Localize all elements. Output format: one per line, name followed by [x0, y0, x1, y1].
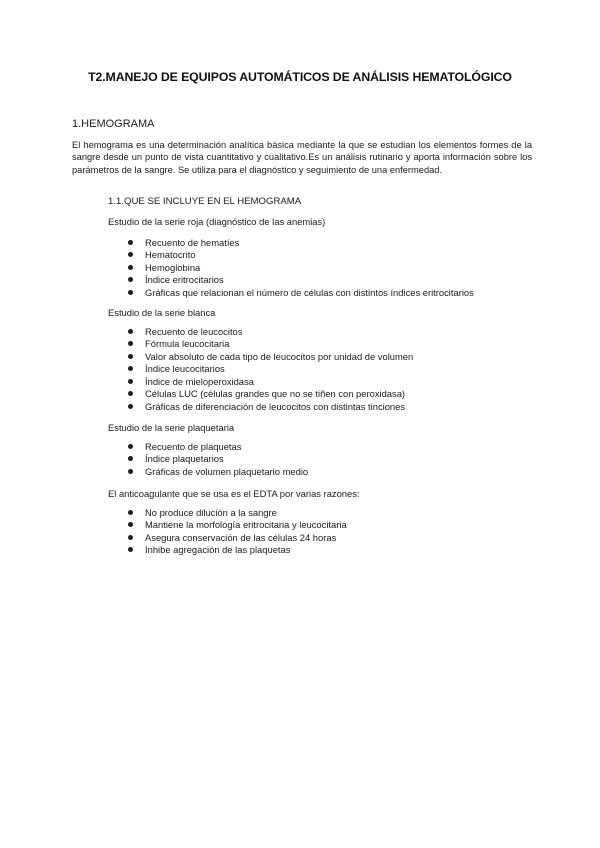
- bullet-icon: [128, 469, 133, 474]
- bullet-icon: [128, 240, 133, 245]
- bullet-icon: [128, 354, 133, 359]
- list-item: Gráficas de diferenciación de leucocitos con distintas tinciones: [128, 401, 413, 413]
- list-item: Recuento de leucocitos: [128, 326, 413, 338]
- document-title: T2.MANEJO DE EQUIPOS AUTOMÁTICOS DE ANÁLISIS HEMATOLÓGICO: [88, 70, 512, 84]
- list-item: Gráficas de volumen plaquetario medio: [128, 466, 308, 478]
- bullet-icon: [128, 366, 133, 371]
- list-item: Valor absoluto de cada tipo de leucocitos por unidad de volumen: [128, 351, 413, 363]
- list-item: Fórmula leucocitaria: [128, 338, 413, 350]
- group-heading-anticoagulante: El anticoagulante que se usa es el EDTA por varias razones:: [108, 488, 360, 499]
- list-item: Mantiene la morfología eritrocitaria y leucocitaria: [128, 519, 347, 531]
- list-item: Recuento de hematíes: [128, 237, 474, 249]
- bullet-icon: [128, 404, 133, 409]
- bullet-icon: [128, 277, 133, 282]
- list-item: Células LUC (células grandes que no se tiñen con peroxidasa): [128, 388, 413, 400]
- bullet-list-anticoagulante: [128, 507, 347, 557]
- bullet-icon: [128, 290, 133, 295]
- list-item: Recuento de plaquetas: [128, 441, 308, 453]
- bullet-icon: [128, 510, 133, 515]
- bullet-icon: [128, 265, 133, 270]
- bullet-icon: [128, 444, 133, 449]
- bullet-list-serie-blanca: [128, 326, 413, 413]
- group-heading-serie-blanca: Estudio de la serie blanca: [108, 307, 216, 318]
- list-item: Gráficas que relacionan el número de células con distintos índices eritrocitarios: [128, 287, 474, 299]
- bullet-icon: [128, 252, 133, 257]
- bullet-icon: [128, 456, 133, 461]
- bullet-list-serie-plaquetaria: [128, 441, 308, 478]
- list-item: No produce dilución a la sangre: [128, 507, 347, 519]
- list-item: Índice leucocitarios: [128, 363, 413, 375]
- bullet-icon: [128, 379, 133, 384]
- list-item: Hematocrito: [128, 249, 474, 261]
- bullet-icon: [128, 329, 133, 334]
- group-heading-serie-plaquetaria: Estudio de la serie plaquetaria: [108, 422, 235, 433]
- subsection-heading: 1.1.QUE SE INCLUYE EN EL HEMOGRAMA: [108, 196, 302, 207]
- bullet-icon: [128, 522, 133, 527]
- list-item: Índice plaquetarios: [128, 453, 308, 465]
- bullet-icon: [128, 547, 133, 552]
- bullet-icon: [128, 535, 133, 540]
- list-item: Índice de mieloperoxidasa: [128, 376, 413, 388]
- list-item: Hemoglobina: [128, 262, 474, 274]
- bullet-icon: [128, 341, 133, 346]
- list-item: Índice eritrocitarios: [128, 274, 474, 286]
- section-heading: 1.HEMOGRAMA: [72, 118, 155, 130]
- bullet-icon: [128, 391, 133, 396]
- intro-paragraph: El hemograma es una determinación analítica básica mediante la que se estudian los elementos formes de la sangre desde un punto de vista cuantitativo y cualitativo.Es un análisis rutinario y aporta información sobre los parámetros de la sangre. Se utiliza para el diagnóstico y seguimiento de una enfermedad.: [72, 140, 532, 175]
- bullet-list-serie-roja: [128, 237, 474, 299]
- list-item: Asegura conservación de las células 24 horas: [128, 532, 347, 544]
- group-heading-serie-roja: Estudio de la serie roja (diagnóstico de las anemias): [108, 216, 326, 227]
- list-item: Inhibe agregación de las plaquetas: [128, 544, 347, 556]
